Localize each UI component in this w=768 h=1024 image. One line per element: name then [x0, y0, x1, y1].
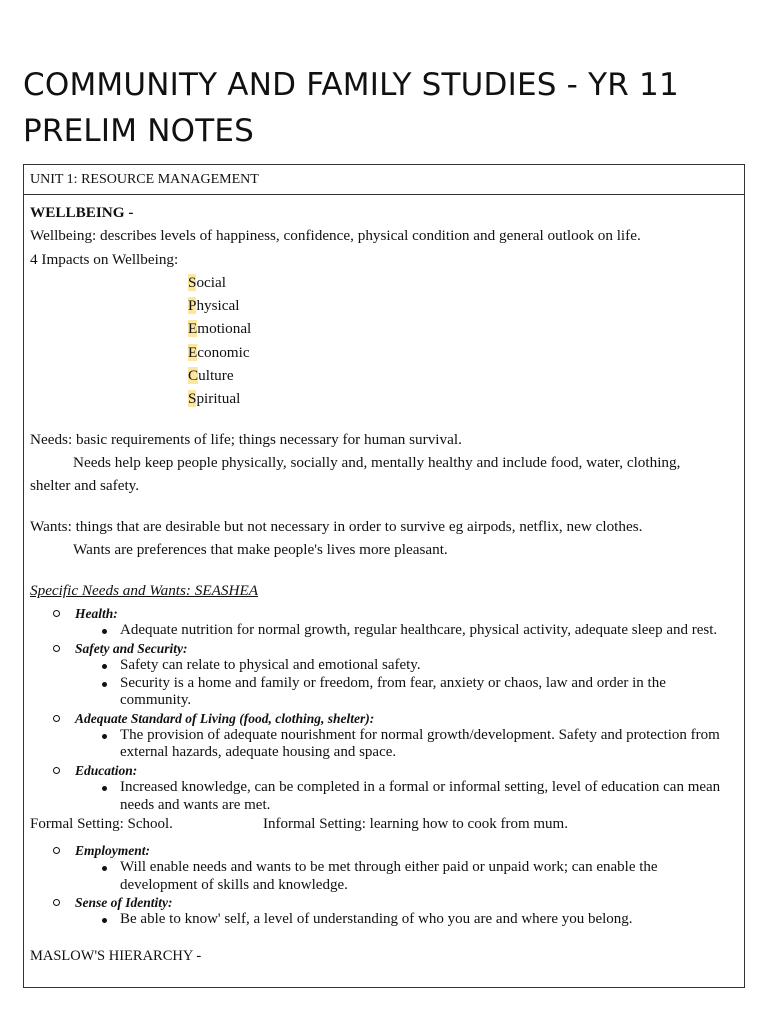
impacts-list [30, 271, 738, 411]
formal-setting: Formal Setting: School. [30, 816, 173, 833]
seashea-heading: Specific Needs and Wants: SEASHEA [30, 582, 259, 600]
impacts-label: 4 Impacts on Wellbeing: [30, 250, 179, 268]
informal-setting: Informal Setting: learning how to cook from mum. [263, 816, 568, 833]
list-item: Security is a home and family or freedom, from fear, anxiety or chaos, law and order in the community. [75, 675, 738, 710]
unit-heading: UNIT 1: RESOURCE MANAGEMENT [24, 165, 744, 195]
list-item: Adequate nutrition for normal growth, regular healthcare, physical activity, adequate sleep and rest. [75, 622, 738, 640]
list-item: Increased knowledge, can be completed in a formal or informal setting, level of education can mean needs and wants are met. [75, 779, 738, 814]
impact-item: Spiritual [188, 390, 241, 408]
category-name: Education: [75, 763, 138, 779]
list-item: Be able to know' self, a level of understanding of who you are and where you belong. [75, 911, 738, 929]
title-line-2: PRELIM NOTES [23, 113, 255, 149]
category-name: Sense of Identity: [75, 895, 173, 911]
notes-table [23, 164, 745, 988]
title-line-1: COMMUNITY AND FAMILY STUDIES - YR 11 [23, 67, 679, 103]
impact-item: Social [188, 273, 226, 291]
notes-body [24, 195, 744, 968]
category-item [30, 605, 738, 640]
needs-detail-2: shelter and safety. [30, 477, 140, 495]
wellbeing-definition: Wellbeing: describes levels of happiness, confidence, physical condition and general outlook on life. [30, 227, 641, 245]
list-item: The provision of adequate nourishment for normal growth/development. Safety and protection from external hazards, adequate housing and space. [75, 727, 738, 762]
seashea-list [30, 605, 738, 814]
list-item: Will enable needs and wants to be met through either paid or unpaid work; can enable the development of skills and knowledge. [75, 859, 738, 894]
category-name: Health: [75, 606, 118, 622]
category-name: Employment: [75, 843, 150, 859]
category-item [30, 710, 738, 762]
category-item [30, 842, 738, 894]
category-name: Safety and Security: [75, 641, 188, 657]
wants-detail: Wants are preferences that make people's lives more pleasant. [73, 540, 448, 558]
category-name: Adequate Standard of Living (food, clothing, shelter): [75, 710, 375, 726]
impact-item: Emotional [188, 320, 252, 338]
settings-line [30, 815, 738, 834]
impact-item: Economic [188, 343, 250, 361]
category-item [30, 762, 738, 814]
maslow-heading: MASLOW'S HIERARCHY - [30, 947, 202, 964]
category-item [30, 640, 738, 710]
needs-detail-1: Needs help keep people physically, socially and, mentally healthy and include food, water, clothing, [73, 453, 681, 471]
wants-definition: Wants: things that are desirable but not necessary in order to survive eg airpods, netflix, new clothes. [30, 517, 643, 535]
list-item: Safety can relate to physical and emotional safety. [75, 657, 738, 675]
wellbeing-heading: WELLBEING - [30, 204, 134, 221]
needs-definition: Needs: basic requirements of life; things necessary for human survival. [30, 430, 462, 448]
impact-item: Physical [188, 297, 240, 315]
page-title [23, 62, 743, 154]
category-item [30, 894, 738, 929]
impact-item: Culture [188, 367, 234, 385]
seashea-list-2 [30, 842, 738, 929]
